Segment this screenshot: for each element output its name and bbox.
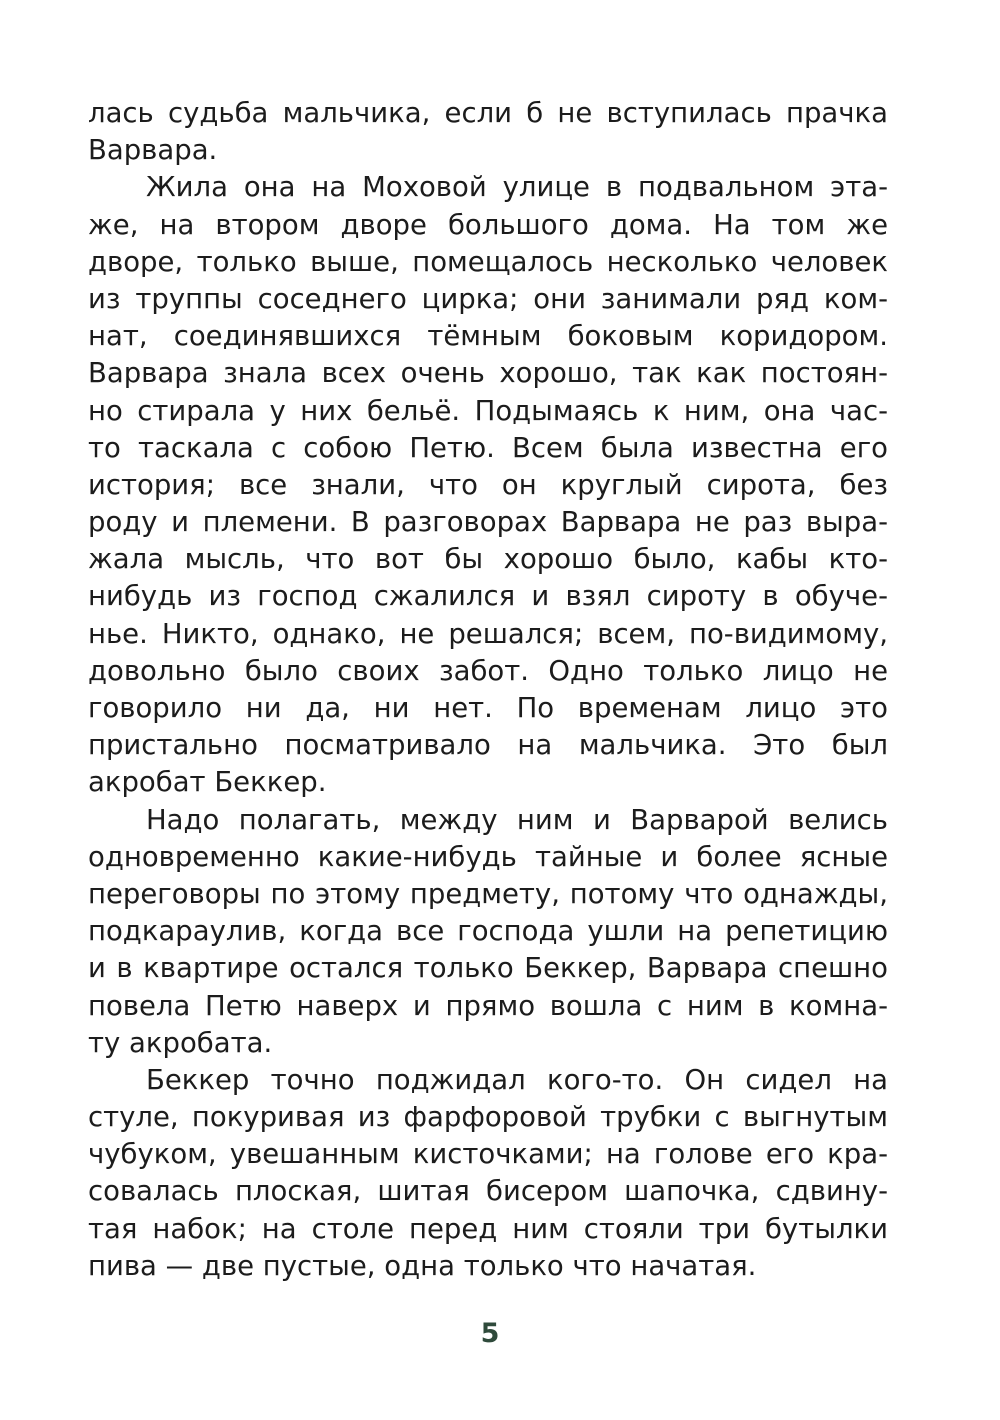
text-line: жала мысль, что вот бы хорошо было, кабы кто- <box>88 543 888 576</box>
text-line: нибудь из господ сжалился и взял сироту в обуче- <box>88 580 888 613</box>
text-line: Беккер точно поджидал кого-то. Он сидел на <box>146 1063 888 1096</box>
text-line: переговоры по этому предмету, потому что однажды, <box>88 877 888 910</box>
text-line: стуле, покуривая из фарфоровой трубки с выгнутым <box>88 1101 888 1134</box>
text-line: нье. Никто, однако, не решался; всем, по-видимому, <box>88 617 888 650</box>
text-line: Варвара. <box>88 134 218 167</box>
text-line: Варвара знала всех очень хорошо, так как постоян- <box>88 357 888 390</box>
text-line: подкараулив, когда все господа ушли на репетицию <box>88 915 888 948</box>
text-line: чубуком, увешанным кисточками; на голове его кра- <box>88 1138 888 1171</box>
text-line: пива — две пустые, одна только что начатая. <box>88 1249 757 1282</box>
text-line: и в квартире остался только Беккер, Варвара спешно <box>88 952 888 985</box>
text-line: история; все знали, что он круглый сирота, без <box>88 468 888 501</box>
body-text <box>88 95 888 1285</box>
text-line: лась судьба мальчика, если б не вступилась прачка <box>88 97 888 129</box>
text-line: одновременно какие-нибудь тайные и более ясные <box>88 840 888 873</box>
text-line: нат, соединявшихся тёмным боковым коридором. <box>88 320 888 353</box>
text-line: то таскала с собою Петю. Всем была известна его <box>88 431 888 464</box>
text-line: но стирала у них бельё. Подымаясь к ним, она час- <box>88 394 888 427</box>
text-line: ту акробата. <box>88 1026 273 1059</box>
text-line: из труппы соседнего цирка; они занимали ряд ком- <box>88 282 888 315</box>
text-line: акробат Беккер. <box>88 766 327 799</box>
text-line: роду и племени. В разговорах Варвара не раз выра- <box>88 506 888 539</box>
text-line: совалась плоская, шитая бисером шапочка, сдвину- <box>88 1175 888 1208</box>
text-line: тая набок; на столе перед ним стояли три бутылки <box>88 1212 888 1245</box>
text-line: пристально посматривало на мальчика. Это был <box>88 729 888 762</box>
text-line: довольно было своих забот. Одно только лицо не <box>88 654 888 687</box>
text-line: же, на втором дворе большого дома. На том же <box>88 208 888 241</box>
text-line: Жила она на Моховой улице в подвальном эта- <box>146 171 888 204</box>
text-line: дворе, только выше, помещалось несколько человек <box>88 245 888 278</box>
text-line: говорило ни да, ни нет. По временам лицо это <box>88 692 888 724</box>
page-number: 5 <box>480 1318 500 1349</box>
text-line: повела Петю наверх и прямо вошла с ним в комна- <box>88 989 888 1022</box>
text-line: Надо полагать, между ним и Варварой велись <box>146 803 888 836</box>
